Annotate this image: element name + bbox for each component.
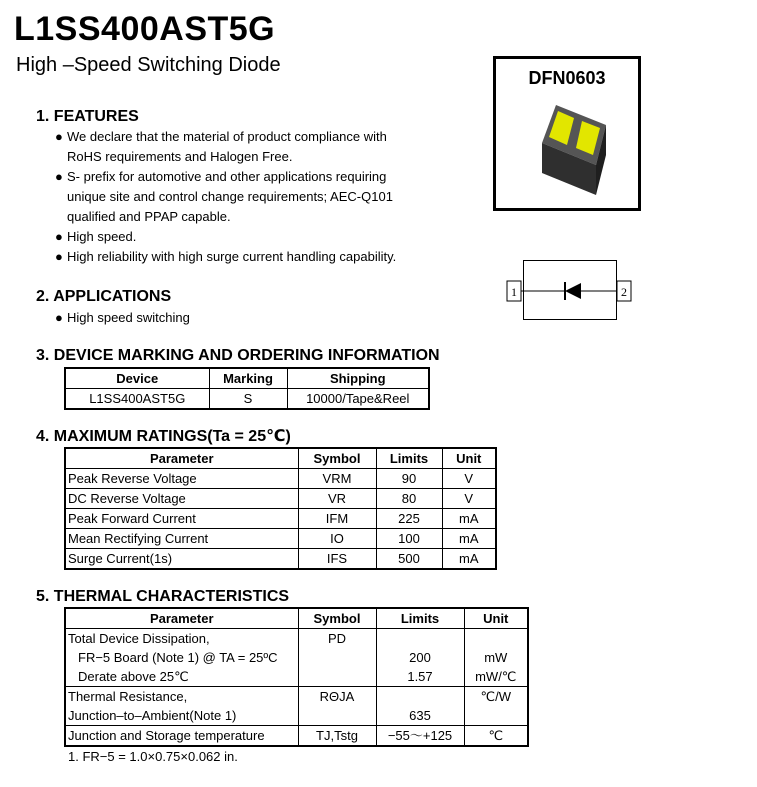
cell-symbol: PD: [298, 629, 376, 649]
cell-symbol: [298, 706, 376, 726]
bullet-icon: ●: [55, 310, 63, 325]
cell-limits: −55～+125: [376, 726, 464, 747]
cell-unit: ℃: [464, 726, 528, 747]
cell-symbol: [298, 648, 376, 667]
features-heading: 1. FEATURES: [36, 108, 139, 125]
ratings-table: [64, 447, 497, 570]
cell-symbol: TJ,Tstg: [298, 726, 376, 747]
table-header-row: [65, 608, 528, 629]
part-subtitle: High –Speed Switching Diode: [16, 54, 281, 76]
cell-limits: [376, 629, 464, 649]
diode-symbol-icon: [505, 275, 635, 307]
cell-device: L1SS400AST5G: [65, 389, 209, 410]
feature-item-continuation: qualified and PPAP capable.: [67, 209, 231, 224]
cell-symbol: VRM: [298, 469, 376, 489]
cell-parameter: Peak Forward Current: [65, 509, 298, 529]
bullet-icon: ●: [55, 169, 63, 184]
cell-parameter: Surge Current(1s): [65, 549, 298, 570]
header-symbol: Symbol: [298, 448, 376, 469]
cell-unit: ℃/W: [464, 687, 528, 707]
cell-limits: 225: [376, 509, 442, 529]
cell-limits: [376, 687, 464, 707]
pin1-label: 1: [511, 285, 517, 299]
applications-heading: 2. APPLICATIONS: [36, 288, 172, 305]
cell-limits: 635: [376, 706, 464, 726]
table-header-row: [65, 368, 429, 389]
cell-parameter: Total Device Dissipation,: [65, 629, 298, 649]
cell-parameter: DC Reverse Voltage: [65, 489, 298, 509]
table-row: [65, 687, 528, 707]
cell-shipping: 10000/Tape&Reel: [287, 389, 429, 410]
cell-symbol: VR: [298, 489, 376, 509]
cell-unit: mA: [442, 549, 496, 570]
cell-parameter: Junction and Storage temperature: [65, 726, 298, 747]
cell-parameter: Thermal Resistance,: [65, 687, 298, 707]
header-parameter: Parameter: [65, 448, 298, 469]
cell-unit: mA: [442, 529, 496, 549]
header-marking: Marking: [209, 368, 287, 389]
table-row: [65, 726, 528, 747]
cell-unit: mW/℃: [464, 667, 528, 687]
cell-limits: 80: [376, 489, 442, 509]
header-limits: Limits: [376, 608, 464, 629]
thermal-heading: 5. THERMAL CHARACTERISTICS: [36, 588, 290, 605]
table-row: [65, 389, 429, 410]
table-row: [65, 489, 496, 509]
table-header-row: [65, 448, 496, 469]
pin2-label: 2: [621, 285, 627, 299]
cell-parameter: FR−5 Board (Note 1) @ TA = 25ºC: [65, 648, 298, 667]
thermal-table: [64, 607, 529, 747]
cell-parameter: Peak Reverse Voltage: [65, 469, 298, 489]
cell-symbol: IFM: [298, 509, 376, 529]
cell-symbol: IO: [298, 529, 376, 549]
marking-table: [64, 367, 430, 410]
thermal-note: 1. FR−5 = 1.0×0.75×0.062 in.: [68, 749, 238, 764]
header-unit: Unit: [464, 608, 528, 629]
feature-item: ● High speed.: [67, 227, 136, 247]
table-row: [65, 529, 496, 549]
cell-unit: V: [442, 469, 496, 489]
feature-item-continuation: RoHS requirements and Halogen Free.: [67, 149, 293, 164]
header-symbol: Symbol: [298, 608, 376, 629]
header-shipping: Shipping: [287, 368, 429, 389]
marking-heading: 3. DEVICE MARKING AND ORDERING INFORMATION: [36, 347, 440, 364]
cell-symbol: RΘJA: [298, 687, 376, 707]
package-illustration: [493, 56, 641, 211]
cell-symbol: [298, 667, 376, 687]
table-row: [65, 629, 528, 649]
table-row: [65, 549, 496, 570]
cell-unit: V: [442, 489, 496, 509]
cell-unit: [464, 629, 528, 649]
feature-item: ● S- prefix for automotive and other applications requiring: [67, 167, 386, 187]
header-unit: Unit: [442, 448, 496, 469]
header-device: Device: [65, 368, 209, 389]
bullet-icon: ●: [55, 129, 63, 144]
application-item: ● High speed switching: [67, 308, 190, 328]
table-row: [65, 648, 528, 667]
cell-unit: [464, 706, 528, 726]
feature-item-continuation: unique site and control change requirements; AEC-Q101: [67, 189, 393, 204]
table-row: [65, 469, 496, 489]
package-label: DFN0603: [528, 68, 606, 88]
ratings-heading: 4. MAXIMUM RATINGS(Ta = 25℃): [36, 428, 291, 445]
cell-symbol: IFS: [298, 549, 376, 570]
cell-marking: S: [209, 389, 287, 410]
cell-parameter: Mean Rectifying Current: [65, 529, 298, 549]
bullet-icon: ●: [55, 229, 63, 244]
cell-limits: 200: [376, 648, 464, 667]
feature-item: ● We declare that the material of product compliance with: [67, 127, 387, 147]
cell-limits: 500: [376, 549, 442, 570]
feature-item: ● High reliability with high surge current handling capability.: [67, 247, 396, 267]
bullet-icon: ●: [55, 249, 63, 264]
package-chip-icon: [496, 97, 638, 207]
cell-limits: 1.57: [376, 667, 464, 687]
table-row: [65, 706, 528, 726]
header-limits: Limits: [376, 448, 442, 469]
header-parameter: Parameter: [65, 608, 298, 629]
table-row: [65, 667, 528, 687]
cell-unit: mA: [442, 509, 496, 529]
cell-parameter: Junction–to–Ambient(Note 1): [65, 706, 298, 726]
cell-parameter: Derate above 25℃: [65, 667, 298, 687]
part-number-title: L1SS400AST5G: [14, 10, 276, 48]
cell-limits: 90: [376, 469, 442, 489]
cell-unit: mW: [464, 648, 528, 667]
cell-limits: 100: [376, 529, 442, 549]
table-row: [65, 509, 496, 529]
